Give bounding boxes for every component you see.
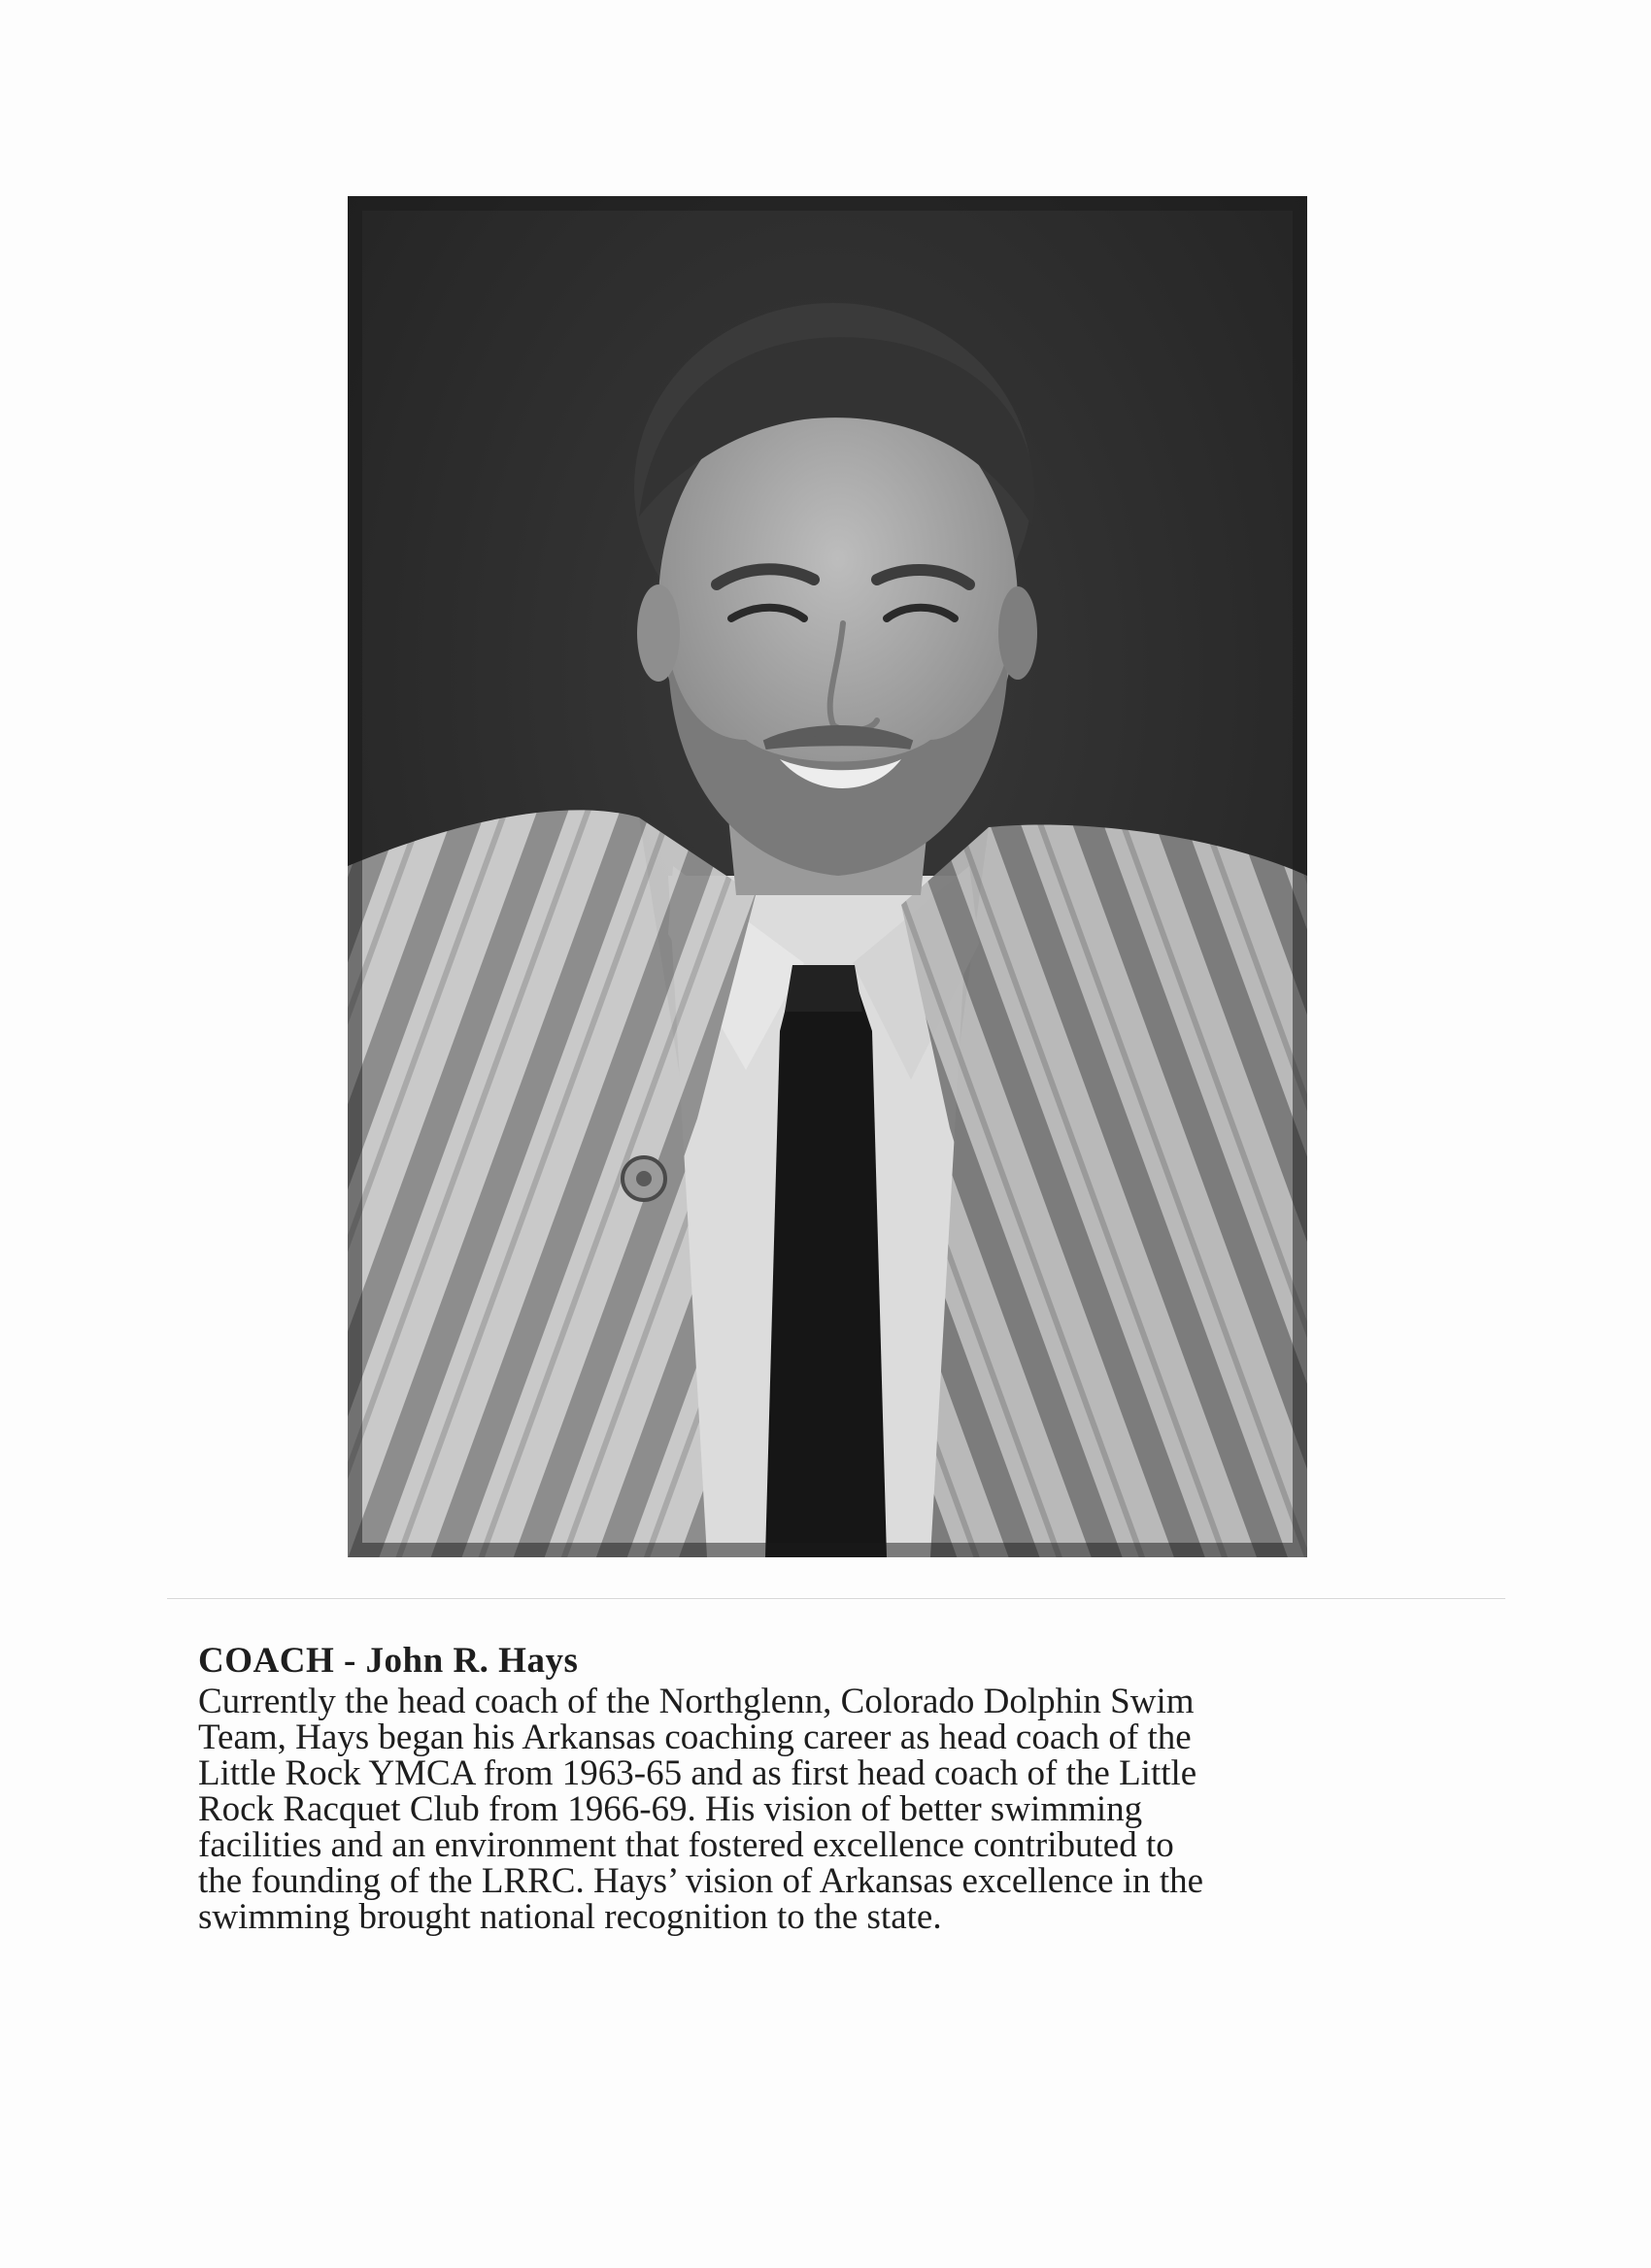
separator-line (167, 1598, 1505, 1599)
caption-line: facilities and an environment that fostered excellence contributed to (198, 1825, 1174, 1865)
portrait-illustration (348, 196, 1307, 1557)
caption-line: Little Rock YMCA from 1963-65 and as first head coach of the Little (198, 1753, 1197, 1793)
lapel-pin-center (636, 1171, 652, 1186)
mustache (765, 730, 911, 745)
ear-right (998, 586, 1037, 680)
caption-line: Team, Hays began his Arkansas coaching career as head coach of the (198, 1718, 1192, 1757)
portrait-photo (348, 196, 1307, 1557)
caption-line: Currently the head coach of the Northglenn, Colorado Dolphin Swim (198, 1682, 1195, 1721)
caption-body (198, 1684, 1499, 1935)
caption-title: COACH - John R. Hays (198, 1641, 579, 1681)
ear-left (637, 584, 680, 682)
caption-line: swimming brought national recognition to the state. (198, 1897, 942, 1937)
caption-line: Rock Racquet Club from 1966-69. His vision of better swimming (198, 1789, 1143, 1829)
tie-knot (785, 965, 862, 1012)
caption-block (198, 1639, 1499, 1935)
caption-line: the founding of the LRRC. Hays’ vision of Arkansas excellence in the (198, 1861, 1204, 1901)
tie (765, 973, 887, 1557)
